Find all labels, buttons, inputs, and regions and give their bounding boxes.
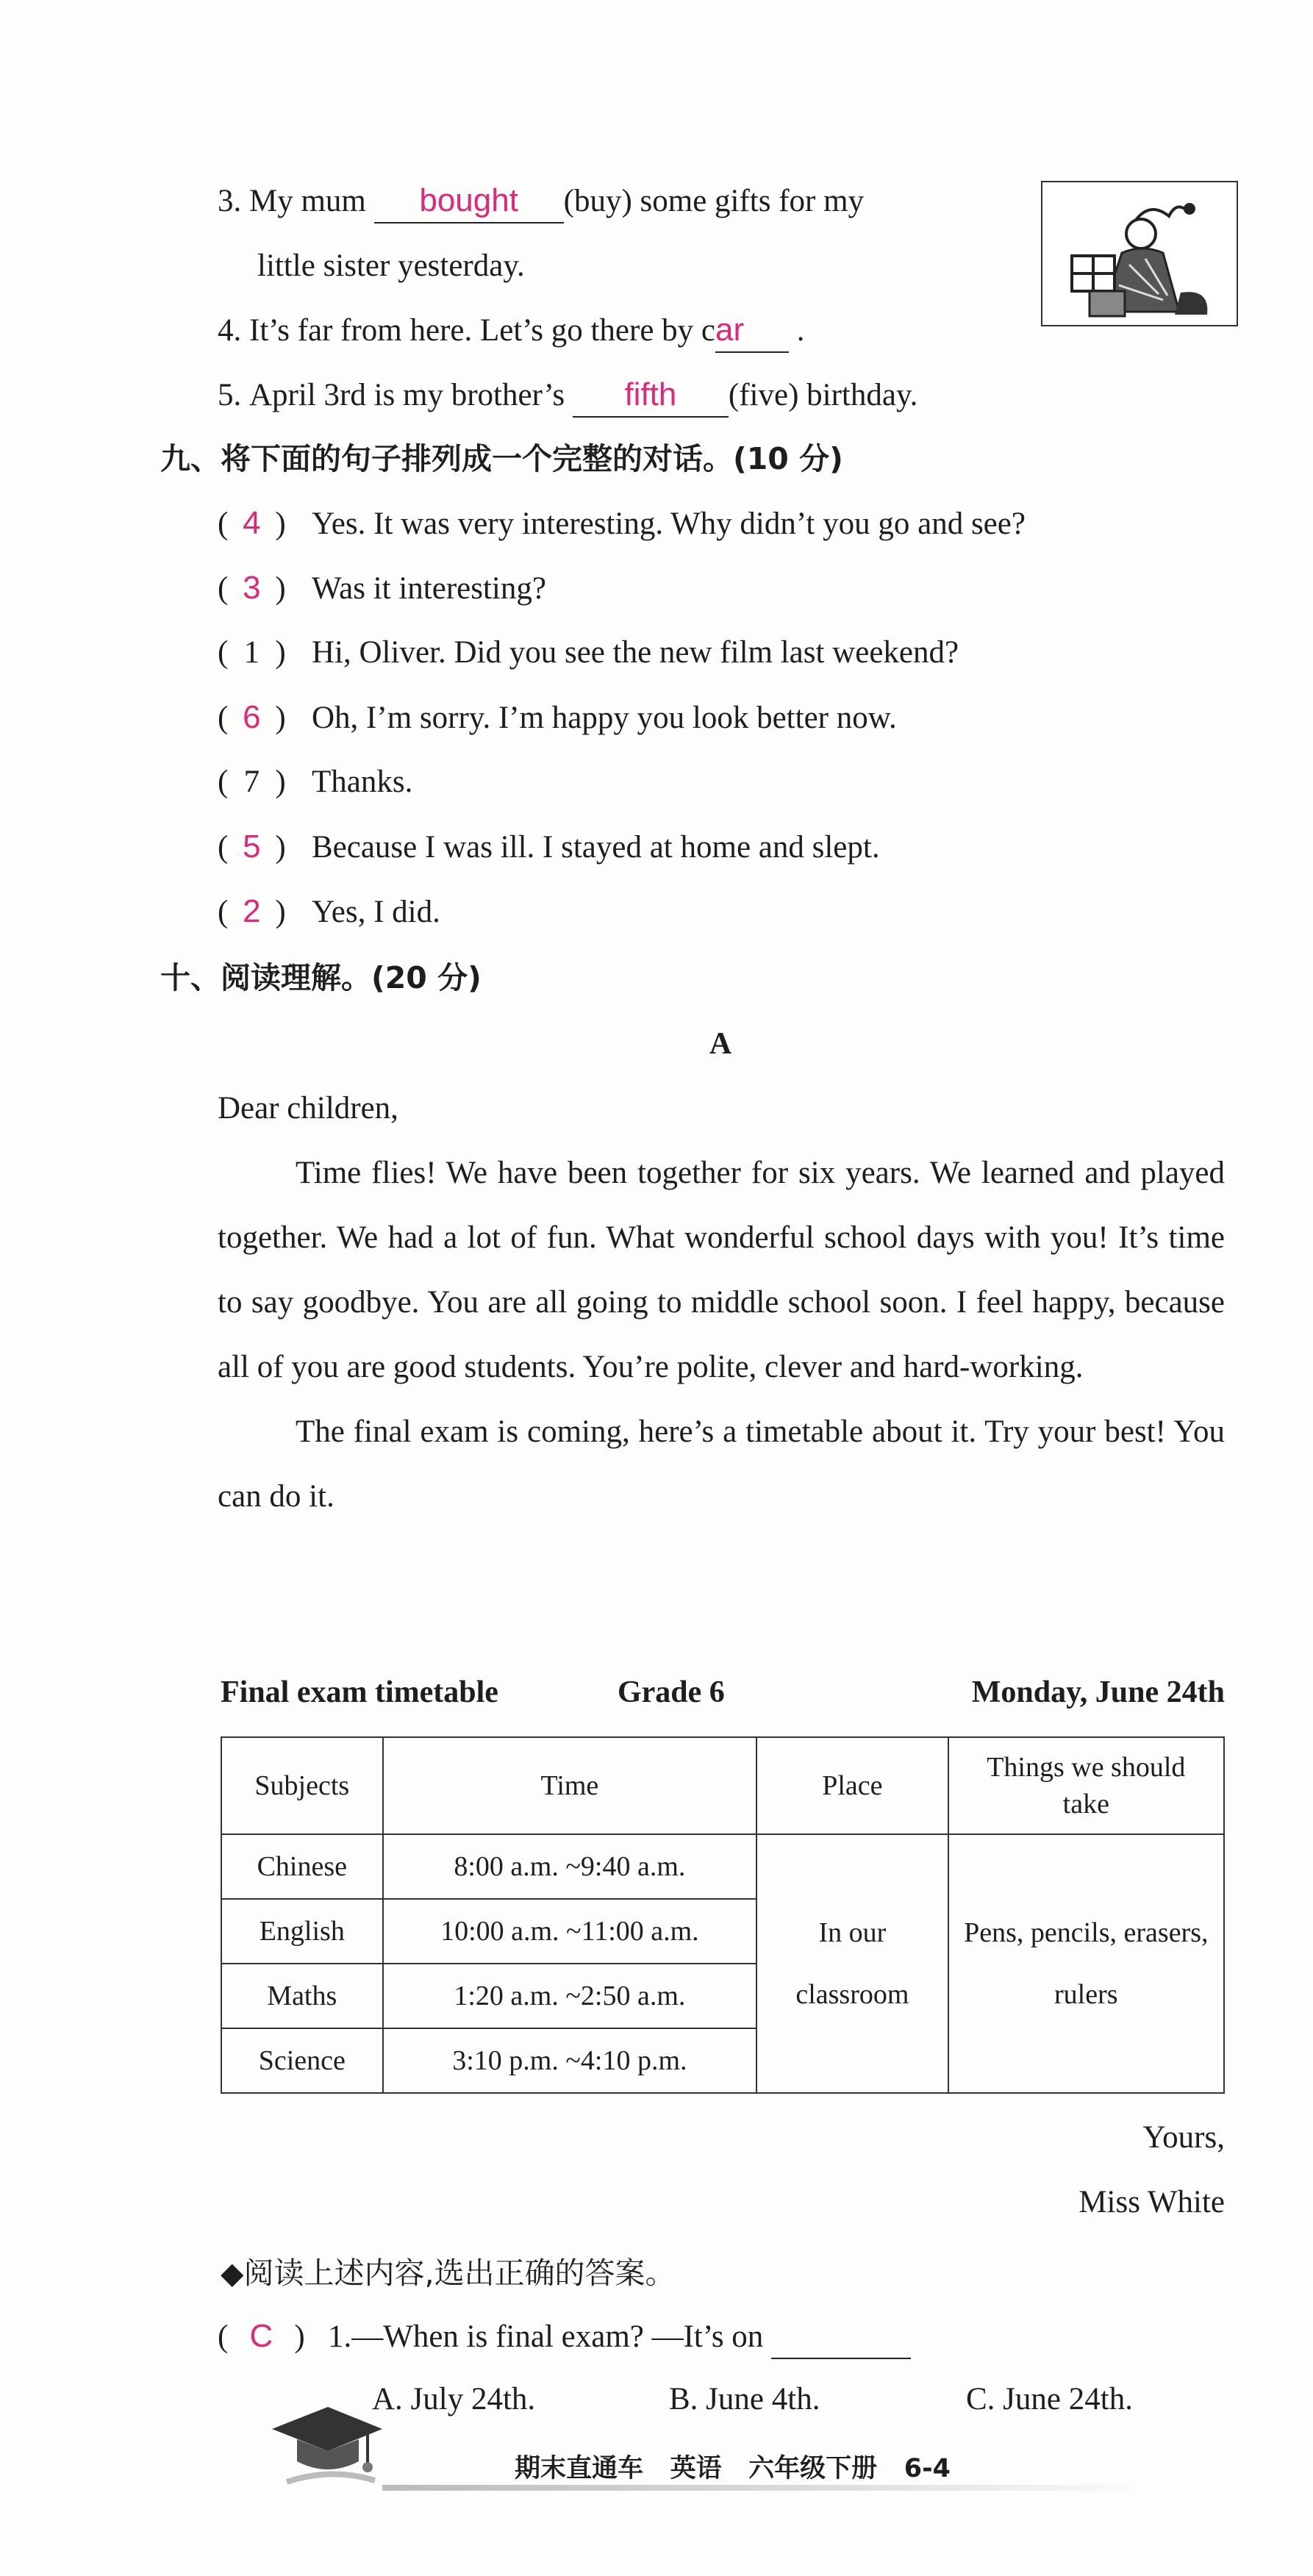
dialogue-list [218, 501, 1026, 954]
header-subjects: Subjects [221, 1737, 383, 1834]
fill-in-item-4: 4. It’s far from here. Let’s go there by car . [218, 309, 805, 353]
dialogue-item: ( 5 ) Because I was ill. I stayed at home and slept. [218, 829, 880, 865]
letter-greeting: Dear children, [218, 1091, 398, 1126]
letter-signature: Miss White [1078, 2185, 1225, 2219]
letter-closing: Yours, [1142, 2120, 1225, 2155]
question-1-answer: C [249, 2318, 273, 2354]
answer-fifth: fifth [624, 376, 677, 412]
fill-in-item-5: 5. April 3rd is my brother’s fifth (five) birthday. [218, 373, 917, 418]
things-cell: Pens, pencils, erasers, rulers [948, 1834, 1224, 2093]
footer-divider [382, 2485, 1132, 2491]
option-c: C. June 24th. [966, 2382, 1133, 2416]
question-instruction: ◆阅读上述内容,选出正确的答案。 [221, 2255, 676, 2291]
answer-ar: ar [715, 312, 745, 348]
question-1-options [372, 2378, 1195, 2422]
dialogue-item: ( 6 ) Oh, I’m sorry. I’m happy you look better now. [218, 699, 897, 735]
section-10-heading: 十、阅读理解。(20 分) [160, 960, 482, 995]
letter-paragraph-2: The final exam is coming, here’s a timetable about it. Try your best! You can do it. [218, 1414, 1225, 1514]
answer-bought: bought [419, 182, 518, 218]
footer-page: 6-4 [904, 2454, 951, 2483]
question-1: ( C ) 1.—When is final exam? —It’s on [218, 2314, 911, 2359]
timetable-date: Monday, June 24th [971, 1675, 1225, 1709]
timetable-grade: Grade 6 [618, 1675, 725, 1709]
option-a: A. July 24th. [372, 2382, 536, 2416]
passage-label: A [709, 1027, 732, 1061]
place-cell: In our classroom [756, 1834, 948, 2093]
footer-subject: 英语 [670, 2454, 722, 2483]
section-9-heading: 九、将下面的句子排列成一个完整的对话。(10 分) [160, 441, 843, 476]
table-row: Chinese 8:00 a.m. ~9:40 a.m. In our classroom Pens, pencils, erasers, rulers [221, 1834, 1224, 1899]
letter-paragraph-1: Time flies! We have been together for six years. We learned and played together. We had a lot of fun. What wonderful school days with you! It’s time to say goodbye. You are all going to middle school soon. I feel happy, because all of you are good students. You’re polite, clever and hard-working. [218, 1156, 1225, 1384]
footer-series: 期末直通车 [515, 2454, 644, 2483]
table-row: Science 3:10 p.m. ~4:10 p.m. [221, 2028, 1224, 2093]
dialogue-item: ( 2 ) Yes, I did. [218, 893, 440, 929]
letter-body [218, 1141, 1225, 1529]
exam-timetable [221, 1736, 1225, 2094]
graduation-cap-icon [257, 2400, 390, 2495]
header-time: Time [383, 1737, 757, 1834]
header-place: Place [756, 1737, 948, 1834]
girl-with-gifts-icon [1042, 182, 1237, 325]
footer-text [515, 2448, 951, 2485]
fill-in-item-3: 3. My mum bought (buy) some gifts for my [218, 179, 864, 223]
gift-girl-illustration [1041, 181, 1238, 326]
dialogue-item: ( 4 ) Yes. It was very interesting. Why didn’t you go and see? [218, 505, 1026, 541]
fill-in-item-3-continued: little sister yesterday. [257, 248, 525, 283]
footer-grade: 六年级下册 [748, 2454, 878, 2483]
header-things: Things we should take [948, 1737, 1224, 1834]
timetable-title: Final exam timetable [221, 1675, 498, 1709]
table-header-row [221, 1737, 1224, 1834]
table-row: English 10:00 a.m. ~11:00 a.m. [221, 1899, 1224, 1964]
dialogue-item: ( 3 ) Was it interesting? [218, 570, 546, 606]
option-b: B. June 4th. [669, 2382, 820, 2416]
dialogue-item: ( 1 ) Hi, Oliver. Did you see the new film last weekend? [218, 635, 959, 670]
timetable-caption [221, 1670, 1225, 1714]
dialogue-item: ( 7 ) Thanks. [218, 765, 413, 799]
table-row: Maths 1:20 a.m. ~2:50 a.m. [221, 1964, 1224, 2028]
